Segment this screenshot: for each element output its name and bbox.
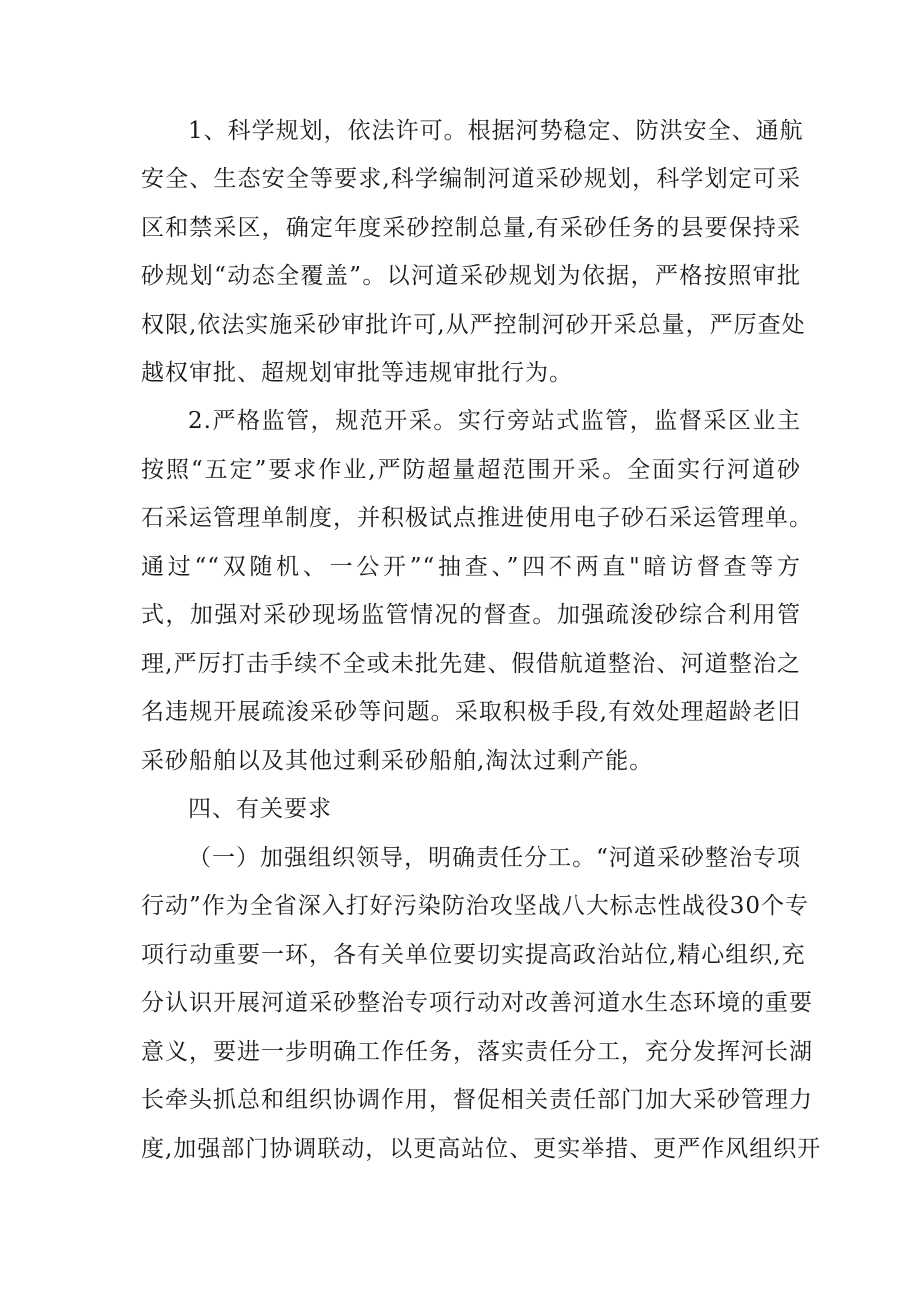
paragraph-1-line-1: 1、科学规划，依法许可。根据河势稳定、防洪安全、通航 <box>188 118 804 144</box>
paragraph-3-line-1: （一）加强组织领导，明确责任分工。“河道采砂整治专项 <box>188 845 801 871</box>
paragraph-2-line-4: 通过““双随机、一公开”“抽查、”四不两直"暗访督查等方 <box>141 554 801 580</box>
paragraph-1-line-6: 越权审批、超规划审批等违规审批行为。 <box>141 360 573 386</box>
paragraph-3-line-4: 分认识开展河道采砂整治专项行动对改善河道水生态环境的重要 <box>141 990 813 1016</box>
paragraph-3-line-3: 项行动重要一环，各有关单位要切实提高政治站位,精心组织,充 <box>141 942 806 968</box>
paragraph-3-line-7: 度,加强部门协调联动，以更高站位、更实举措、更严作风组织开 <box>141 1136 822 1162</box>
paragraph-2-line-5: 式，加强对采砂现场监管情况的督查。加强疏浚砂综合利用管 <box>141 602 801 628</box>
paragraph-1-line-2: 安全、生态安全等要求,科学编制河道采砂规划，科学划定可采 <box>141 166 801 192</box>
paragraph-2-line-6: 理,严厉打击手续不全或未批先建、假借航道整治、河道整治之 <box>141 651 801 677</box>
paragraph-1-line-5: 权限,依法实施采砂审批许可,从严控制河砂开采总量，严厉查处 <box>141 312 806 338</box>
paragraph-2-line-3: 石采运管理单制度，并积极试点推进使用电子砂石采运管理单。 <box>141 505 813 531</box>
paragraph-1-line-4: 砂规划“动态全覆盖”。以河道采砂规划为依据，严格按照审批 <box>141 263 801 289</box>
paragraph-2-line-1: 2.严格监管，规范开采。实行旁站式监管，监督采区业主 <box>188 408 801 434</box>
paragraph-3-line-6: 长牵头抓总和组织协调作用，督促相关责任部门加大采砂管理力 <box>141 1087 813 1113</box>
paragraph-3-line-5: 意义，要进一步明确工作任务，落实责任分工，充分发挥河长湖 <box>141 1039 813 1065</box>
paragraph-1-line-3: 区和禁采区，确定年度采砂控制总量,有采砂任务的县要保持采 <box>141 215 801 241</box>
paragraph-3-line-2: 行动”作为全省深入打好污染防治攻坚战八大标志性战役30个专 <box>141 893 810 919</box>
section-heading: 四、有关要求 <box>188 796 332 822</box>
paragraph-2-line-7: 名违规开展疏浚采砂等问题。采取积极手段,有效处理超龄老旧 <box>141 699 801 725</box>
paragraph-2-line-2: 按照“五定”要求作业,严防超量超范围开采。全面实行河道砂 <box>141 457 801 483</box>
paragraph-2-line-8: 采砂船舶以及其他过剩采砂船舶,淘汰过剩产能。 <box>141 748 654 774</box>
